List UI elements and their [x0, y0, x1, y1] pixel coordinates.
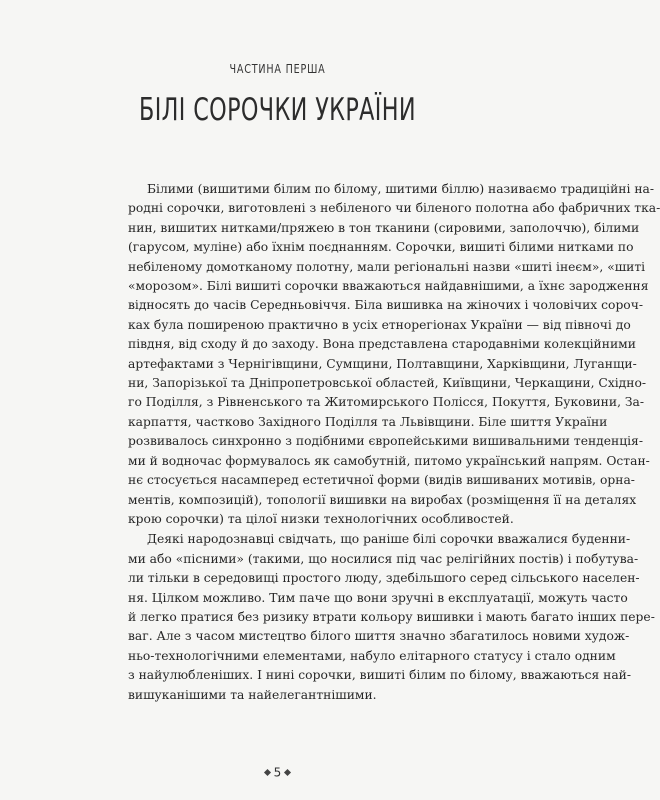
text-line: нин, вишитих нитками/пряжею в тон тканини (сировими, заполоччю), білими	[128, 220, 640, 235]
text-line: ня. Цілком можливо. Тим паче що вони зручні в експлуатації, можуть часто	[128, 590, 628, 605]
text-line: артефактами з Чернігівщини, Сумщини, Полтавщини, Харківщини, Луганщи-	[128, 356, 637, 371]
text-line: півдня, від сходу й до заходу. Вона представлена стародавніми колекційними	[128, 337, 636, 352]
text-line: ньо-технологічними елементами, набуло елітарного статусу і стало одним	[128, 648, 616, 663]
text-line: ми або «пісними» (такими, що носилися під час релігійних постів) і побутува-	[128, 551, 639, 566]
chapter-title: БІЛІ СОРОЧКИ УКРАЇНИ	[139, 92, 416, 128]
text-line: Білими (вишитими білим по білому, шитими біллю) називаємо традиційні на-	[147, 182, 655, 196]
text-line: родні сорочки, виготовлені з небіленого чи біленого полотна або фабричних тка-	[128, 201, 660, 216]
page-number: 5	[273, 765, 282, 780]
text-line: й легко пратися без ризику втрати кольору вишивки і мають багато інших пере-	[128, 609, 655, 624]
text-line: крою сорочки) та цілої низки технологічних особливостей.	[128, 511, 514, 526]
diamond-ornament-left-icon	[264, 769, 271, 776]
text-line: го Поділля, з Рівненського та Житомирського Полісся, Покуття, Буковини, За-	[128, 395, 645, 410]
text-line: ли тільки в середовищі простого люду, здебільшого серед сільського населен-	[128, 571, 640, 586]
text-line: ни, Запорізької та Дніпропетровської областей, Київщини, Черкащини, Східно-	[128, 376, 647, 391]
text-line: з найулюбленіших. І нині сорочки, вишиті білим по білому, вважаються най-	[128, 668, 632, 683]
text-line: карпаття, частково Західного Поділля та Львівщини. Біле шиття України	[128, 414, 608, 429]
text-line: ваг. Але з часом мистецтво білого шиття значно збагатилось новими худож-	[128, 629, 630, 644]
text-line: нє стосується насамперед естетичної форми (видів вишиваних мотивів, орна-	[128, 473, 635, 488]
text-line: небіленому домотканому полотну, мали регіональні назви «шиті інеєм», «шиті	[128, 259, 646, 274]
text-line: «морозом». Білі вишиті сорочки вважаються найдавнішими, а їхнє зародження	[128, 279, 649, 294]
paragraph-2	[128, 530, 655, 705]
text-line: ми й водночас формувалось як самобутній, питомо український напрям. Остан-	[128, 453, 650, 468]
diamond-ornament-right-icon	[284, 769, 291, 776]
page-footer	[0, 765, 555, 780]
text-line: розвивалось синхронно з подібними європейськими вишивальними тенденція-	[128, 434, 643, 449]
body-text	[128, 180, 660, 705]
text-line: ментів, композицій), топології вишивки на виробах (розміщення її на деталях	[128, 492, 637, 507]
text-line: ках була поширеною практично в усіх етнорегіонах України — від півночі до	[128, 317, 631, 332]
text-line: (гарусом, муліне) або їхнім поєднанням. Сорочки, вишиті білими нитками по	[128, 240, 634, 255]
text-line: відносять до часів Середньовіччя. Біла вишивка на жіночих і чоловічих сороч-	[128, 298, 643, 313]
text-line: Деякі народознавці свідчать, що раніше білі сорочки вважалися буденни-	[147, 532, 631, 547]
text-line: вишуканішими та найелегантнішими.	[128, 687, 377, 702]
part-heading: ЧАСТИНА ПЕРША	[229, 62, 326, 76]
paragraph-1	[128, 180, 660, 529]
